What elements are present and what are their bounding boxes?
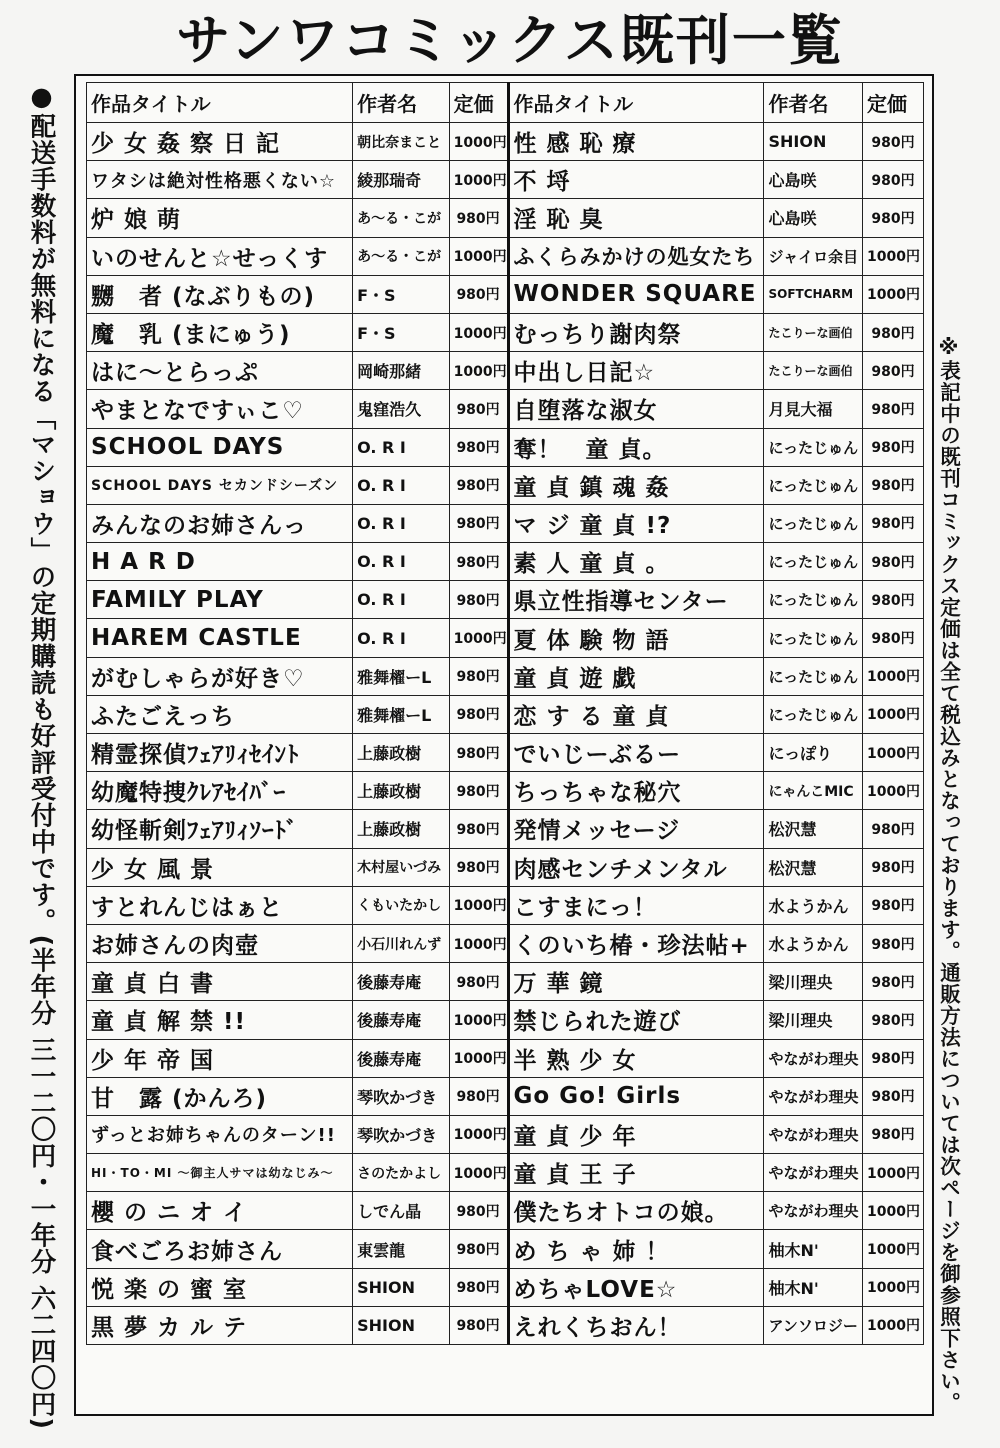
- book-author: あ〜る・こが: [353, 237, 449, 275]
- book-author: 柚木N': [764, 1268, 863, 1306]
- book-price: 980円: [863, 1115, 924, 1153]
- book-author: やながわ理央: [764, 1077, 863, 1115]
- book-price: 1000円: [863, 1230, 924, 1268]
- book-title: SCHOOL DAYS セカンドシーズン: [87, 466, 353, 504]
- table-row: [87, 504, 924, 542]
- book-title: みんなのお姉さんっ: [87, 504, 353, 542]
- book-price: 980円: [863, 848, 924, 886]
- book-author: O. R I: [353, 619, 449, 657]
- book-price: 980円: [449, 1268, 508, 1306]
- book-title: ちっちゃな秘穴: [508, 772, 764, 810]
- book-author: くもいたかし: [353, 886, 449, 924]
- book-price: 980円: [863, 504, 924, 542]
- book-author: O. R I: [353, 428, 449, 466]
- book-author: 鬼窪浩久: [353, 390, 449, 428]
- book-title: 少 女 風 景: [87, 848, 353, 886]
- table-row: [87, 772, 924, 810]
- table-row: [87, 1077, 924, 1115]
- table-row: [87, 390, 924, 428]
- book-title: 淫 恥 臭: [508, 199, 764, 237]
- book-title: 僕たちオトコの娘。: [508, 1192, 764, 1230]
- book-title: 恋 す る 童 貞: [508, 695, 764, 733]
- header-author: 作者名: [353, 83, 449, 123]
- book-author: 梁川理央: [764, 963, 863, 1001]
- book-price: 980円: [449, 390, 508, 428]
- book-price: 980円: [449, 428, 508, 466]
- book-author: 上藤政樹: [353, 772, 449, 810]
- book-title: 発情メッセージ: [508, 810, 764, 848]
- book-author: 後藤寿庵: [353, 1039, 449, 1077]
- book-title: H A R D: [87, 543, 353, 581]
- book-price: 980円: [449, 466, 508, 504]
- book-price: 980円: [449, 657, 508, 695]
- header-author: 作者名: [764, 83, 863, 123]
- book-title: Go Go! Girls: [508, 1077, 764, 1115]
- book-title: 中出し日記☆: [508, 352, 764, 390]
- book-author: 綾那瑞奇: [353, 161, 449, 199]
- book-price: 980円: [449, 810, 508, 848]
- book-title: むっちり謝肉祭: [508, 313, 764, 351]
- table-row: [87, 1306, 924, 1344]
- book-price: 1000円: [449, 886, 508, 924]
- book-author: O. R I: [353, 504, 449, 542]
- book-author: にっぽり: [764, 734, 863, 772]
- book-title: いのせんと☆せっくす: [87, 237, 353, 275]
- book-price: 1000円: [449, 1115, 508, 1153]
- book-price: 1000円: [449, 1154, 508, 1192]
- book-price: 1000円: [863, 1192, 924, 1230]
- book-price: 980円: [449, 543, 508, 581]
- book-price: 1000円: [449, 237, 508, 275]
- book-author: やながわ理央: [764, 1039, 863, 1077]
- book-author: 心島咲: [764, 199, 863, 237]
- book-price: 1000円: [449, 123, 508, 161]
- book-title: めちゃLOVE☆: [508, 1268, 764, 1306]
- book-price: 1000円: [863, 1306, 924, 1344]
- book-price: 980円: [863, 428, 924, 466]
- book-author: 水ようかん: [764, 886, 863, 924]
- table-row: [87, 886, 924, 924]
- subscription-note: ●配送手数料が無料になる「マショウ」の定期購読も好評受付中です。(半年分 三一二〇円・一年分 六二四〇円): [26, 82, 57, 1431]
- book-author: ジャイロ余目: [764, 237, 863, 275]
- book-title: 幼怪斬剣ﾌｪｱﾘｨｿｰﾄﾞ: [87, 810, 353, 848]
- book-price: 1000円: [449, 924, 508, 962]
- book-title: 自堕落な淑女: [508, 390, 764, 428]
- book-title: こすまにっ！: [508, 886, 764, 924]
- header-price: 定価: [863, 83, 924, 123]
- book-price: 980円: [449, 1192, 508, 1230]
- table-row: [87, 619, 924, 657]
- book-title: 櫻 の ニ オ イ: [87, 1192, 353, 1230]
- book-title: 少 女 姦 察 日 記: [87, 123, 353, 161]
- book-author: 東雲龍: [353, 1230, 449, 1268]
- table-row: [87, 543, 924, 581]
- book-price: 980円: [863, 619, 924, 657]
- book-price: 980円: [863, 543, 924, 581]
- table-row: [87, 313, 924, 351]
- book-title: えれくちおん！: [508, 1306, 764, 1344]
- book-author: アンソロジー: [764, 1306, 863, 1344]
- book-price: 980円: [449, 1230, 508, 1268]
- table-row: [87, 1115, 924, 1153]
- table-row: [87, 1154, 924, 1192]
- book-price: 980円: [863, 313, 924, 351]
- table-row: [87, 161, 924, 199]
- book-title: 悦 楽 の 蜜 室: [87, 1268, 353, 1306]
- book-price: 980円: [863, 1039, 924, 1077]
- book-author: たこりーな画伯: [764, 352, 863, 390]
- book-author: あ〜る・こが: [353, 199, 449, 237]
- table-row: [87, 237, 924, 275]
- book-title: すとれんじはぁと: [87, 886, 353, 924]
- book-title: 奪！ 童 貞。: [508, 428, 764, 466]
- book-price: 1000円: [863, 1154, 924, 1192]
- book-price: 1000円: [863, 275, 924, 313]
- book-author: にったじゅん: [764, 695, 863, 733]
- table-row: [87, 1001, 924, 1039]
- book-title: ワタシは絶対性格悪くない☆: [87, 161, 353, 199]
- book-author: O. R I: [353, 466, 449, 504]
- book-title: 性 感 恥 療: [508, 123, 764, 161]
- book-price: 980円: [449, 199, 508, 237]
- book-author: にったじゅん: [764, 619, 863, 657]
- table-row: [87, 1192, 924, 1230]
- book-author: にったじゅん: [764, 657, 863, 695]
- book-price: 1000円: [863, 734, 924, 772]
- book-price: 980円: [863, 161, 924, 199]
- book-title: 炉 娘 萌: [87, 199, 353, 237]
- book-author: やながわ理央: [764, 1115, 863, 1153]
- book-price: 980円: [863, 390, 924, 428]
- book-title: でいじーぶるー: [508, 734, 764, 772]
- book-author: 木村屋いづみ: [353, 848, 449, 886]
- book-price: 980円: [863, 924, 924, 962]
- book-title: 肉感センチメンタル: [508, 848, 764, 886]
- book-title: SCHOOL DAYS: [87, 428, 353, 466]
- book-price: 980円: [449, 1306, 508, 1344]
- catalog-table: [86, 82, 924, 1345]
- book-author: にったじゅん: [764, 581, 863, 619]
- book-author: にったじゅん: [764, 428, 863, 466]
- book-author: SOFTCHARM: [764, 275, 863, 313]
- book-author: 朝比奈まこと: [353, 123, 449, 161]
- book-author: O. R I: [353, 543, 449, 581]
- table-row: [87, 1230, 924, 1268]
- book-author: O. R I: [353, 581, 449, 619]
- book-price: 980円: [863, 199, 924, 237]
- book-author: しでん晶: [353, 1192, 449, 1230]
- book-author: 水ようかん: [764, 924, 863, 962]
- book-price: 1000円: [863, 695, 924, 733]
- book-price: 980円: [863, 1077, 924, 1115]
- book-title: ふたごえっち: [87, 695, 353, 733]
- book-title: 童 貞 遊 戯: [508, 657, 764, 695]
- book-price: 980円: [863, 886, 924, 924]
- book-author: やながわ理央: [764, 1192, 863, 1230]
- book-price: 980円: [863, 963, 924, 1001]
- table-row: [87, 275, 924, 313]
- book-price: 1000円: [449, 313, 508, 351]
- book-title: 不 埒: [508, 161, 764, 199]
- book-author: さのたかよし: [353, 1154, 449, 1192]
- book-price: 980円: [863, 466, 924, 504]
- book-title: 黒 夢 カ ル テ: [87, 1306, 353, 1344]
- book-author: 松沢慧: [764, 810, 863, 848]
- book-price: 980円: [449, 504, 508, 542]
- book-author: 柚木N': [764, 1230, 863, 1268]
- book-title: 童 貞 鎮 魂 姦: [508, 466, 764, 504]
- book-author: にったじゅん: [764, 504, 863, 542]
- table-row: [87, 1039, 924, 1077]
- book-author: 月見大福: [764, 390, 863, 428]
- book-title: 童 貞 少 年: [508, 1115, 764, 1153]
- book-price: 980円: [863, 123, 924, 161]
- table-row: [87, 581, 924, 619]
- table-row: [87, 428, 924, 466]
- book-title: 童 貞 王 子: [508, 1154, 764, 1192]
- book-price: 980円: [449, 734, 508, 772]
- catalog-table-frame: [74, 74, 934, 1416]
- book-price: 1000円: [863, 657, 924, 695]
- book-author: F・S: [353, 275, 449, 313]
- book-price: 980円: [449, 695, 508, 733]
- book-price: 980円: [449, 581, 508, 619]
- book-price: 1000円: [449, 352, 508, 390]
- book-price: 1000円: [449, 161, 508, 199]
- book-title: 素 人 童 貞 。: [508, 543, 764, 581]
- table-row: [87, 352, 924, 390]
- book-price: 980円: [449, 848, 508, 886]
- book-title: お姉さんの肉壺: [87, 924, 353, 962]
- table-row: [87, 466, 924, 504]
- book-author: にったじゅん: [764, 543, 863, 581]
- book-author: 雅舞櫂ーL: [353, 657, 449, 695]
- book-author: 梁川理央: [764, 1001, 863, 1039]
- book-title: HAREM CASTLE: [87, 619, 353, 657]
- book-author: 松沢慧: [764, 848, 863, 886]
- book-price: 1000円: [863, 772, 924, 810]
- book-author: 岡崎那緒: [353, 352, 449, 390]
- book-author: にゃんこMIC: [764, 772, 863, 810]
- table-row: [87, 734, 924, 772]
- book-title: 少 年 帝 国: [87, 1039, 353, 1077]
- table-header-row: [87, 83, 924, 123]
- book-price: 980円: [863, 1001, 924, 1039]
- book-title: 甘 露 (かんろ): [87, 1077, 353, 1115]
- table-row: [87, 963, 924, 1001]
- book-title: 食べごろお姉さん: [87, 1230, 353, 1268]
- header-title: 作品タイトル: [508, 83, 764, 123]
- book-author: 心島咲: [764, 161, 863, 199]
- book-title: 夏 体 験 物 語: [508, 619, 764, 657]
- book-title: 幼魔特捜ｸﾚｱｾｲﾊﾞｰ: [87, 772, 353, 810]
- table-row: [87, 810, 924, 848]
- book-author: 琴吹かづき: [353, 1077, 449, 1115]
- book-title: ふくらみかけの処女たち: [508, 237, 764, 275]
- book-price: 1000円: [449, 1039, 508, 1077]
- table-row: [87, 199, 924, 237]
- table-row: [87, 657, 924, 695]
- book-price: 980円: [863, 581, 924, 619]
- book-price: 980円: [449, 963, 508, 1001]
- book-title: 半 熟 少 女: [508, 1039, 764, 1077]
- book-title: やまとなですぃこ♡: [87, 390, 353, 428]
- book-author: SHION: [353, 1268, 449, 1306]
- book-author: 上藤政樹: [353, 734, 449, 772]
- book-price: 980円: [863, 352, 924, 390]
- book-title: FAMILY PLAY: [87, 581, 353, 619]
- table-row: [87, 1268, 924, 1306]
- book-title: 童 貞 解 禁 !!: [87, 1001, 353, 1039]
- book-price: 1000円: [863, 237, 924, 275]
- book-title: 魔 乳 (まにゅう): [87, 313, 353, 351]
- book-title: がむしゃらが好き♡: [87, 657, 353, 695]
- book-title: 県立性指導センター: [508, 581, 764, 619]
- book-author: にったじゅん: [764, 466, 863, 504]
- book-author: 上藤政樹: [353, 810, 449, 848]
- book-author: 小石川れんず: [353, 924, 449, 962]
- book-author: SHION: [764, 123, 863, 161]
- book-author: やながわ理央: [764, 1154, 863, 1192]
- table-row: [87, 848, 924, 886]
- book-author: 後藤寿庵: [353, 963, 449, 1001]
- book-price: 980円: [449, 772, 508, 810]
- book-title: 嬲 者 (なぶりもの): [87, 275, 353, 313]
- book-author: SHION: [353, 1306, 449, 1344]
- book-author: たこりーな画伯: [764, 313, 863, 351]
- book-title: 万 華 鏡: [508, 963, 764, 1001]
- book-title: 禁じられた遊び: [508, 1001, 764, 1039]
- book-title: ずっとお姉ちゃんのターン!!: [87, 1115, 353, 1153]
- table-row: [87, 924, 924, 962]
- book-author: 雅舞櫂ーL: [353, 695, 449, 733]
- book-title: はに〜とらっぷ: [87, 352, 353, 390]
- book-author: F・S: [353, 313, 449, 351]
- book-title: 童 貞 白 書: [87, 963, 353, 1001]
- table-row: [87, 695, 924, 733]
- table-row: [87, 123, 924, 161]
- book-price: 980円: [863, 810, 924, 848]
- page-title: サンワコミックス既刊一覧: [176, 9, 844, 72]
- book-title: め ち ゃ 姉 ！: [508, 1230, 764, 1268]
- book-price: 1000円: [449, 1001, 508, 1039]
- book-price: 980円: [449, 1077, 508, 1115]
- book-title: マ ジ 童 貞 !?: [508, 504, 764, 542]
- book-price: 1000円: [449, 619, 508, 657]
- header-title: 作品タイトル: [87, 83, 353, 123]
- price-note: ※表記中の既刊コミックス定価は全て税込みとなっております。通販方法については次ページを御参照下さい。: [936, 335, 961, 1414]
- book-title: くのいち椿・珍法帖+: [508, 924, 764, 962]
- book-title: WONDER SQUARE: [508, 275, 764, 313]
- book-title: HI・TO・MI 〜御主人サマは幼なじみ〜: [87, 1154, 353, 1192]
- book-price: 1000円: [863, 1268, 924, 1306]
- book-title: 精霊探偵ﾌｪｱﾘｨｾｲﾝﾄ: [87, 734, 353, 772]
- book-price: 980円: [449, 275, 508, 313]
- header-price: 定価: [449, 83, 508, 123]
- book-author: 琴吹かづき: [353, 1115, 449, 1153]
- book-author: 後藤寿庵: [353, 1001, 449, 1039]
